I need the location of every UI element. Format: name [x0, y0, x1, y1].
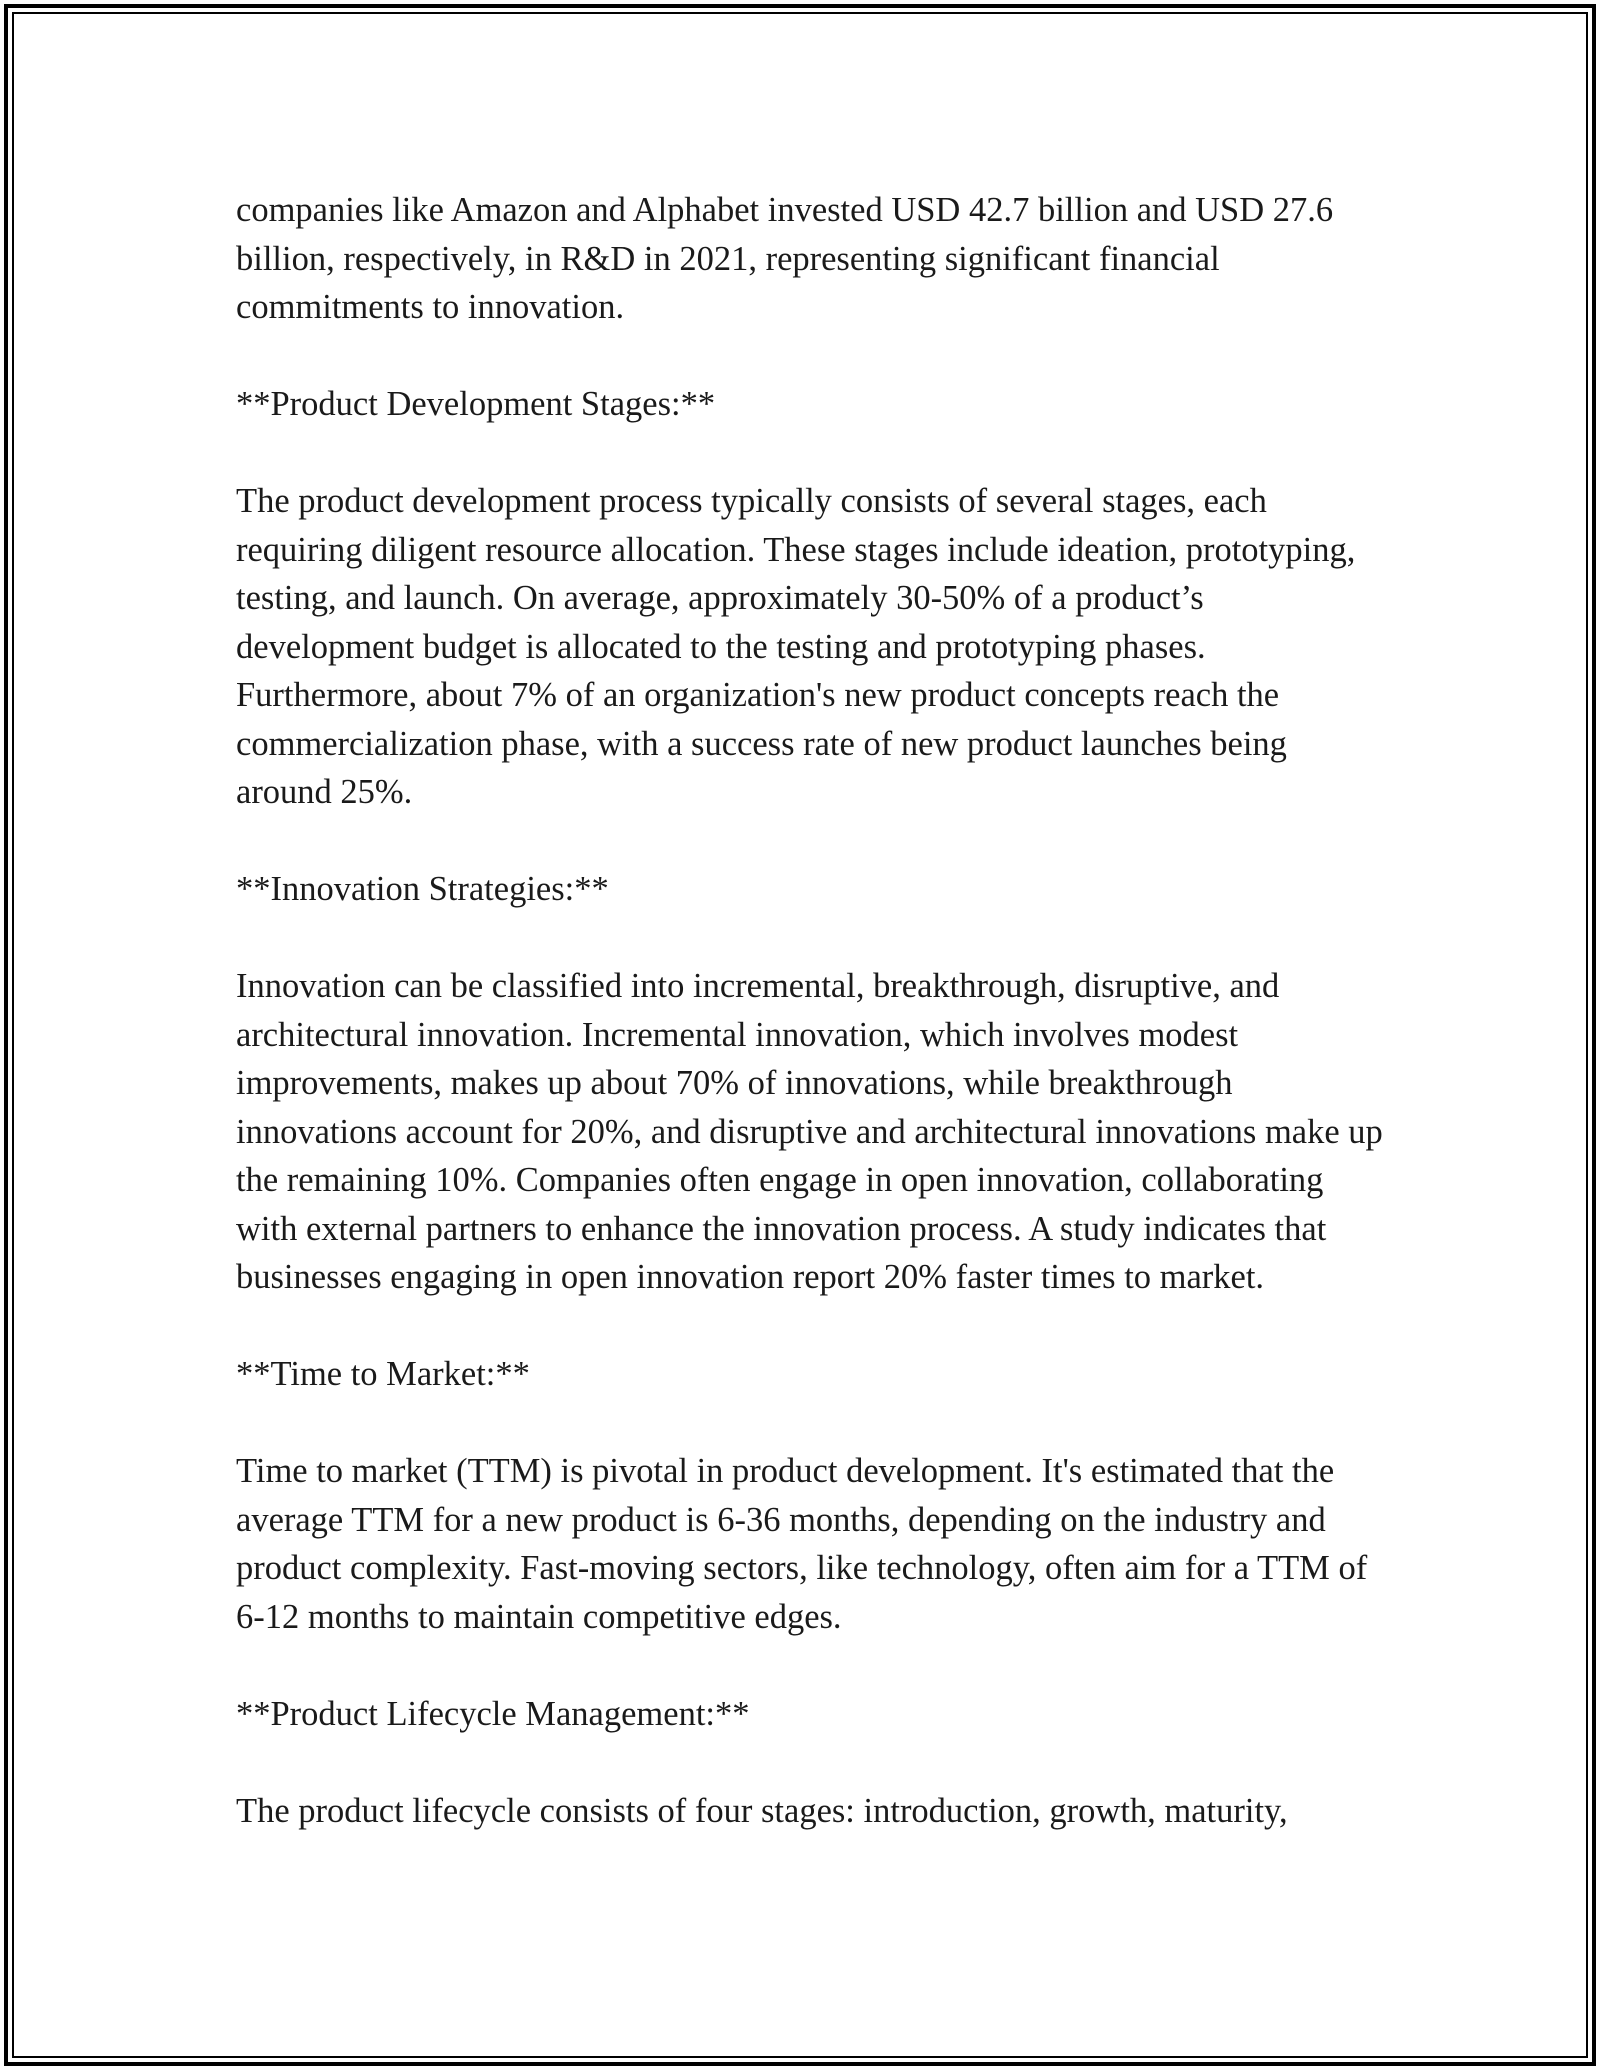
document-body — [236, 186, 1386, 1835]
paragraph-time-to-market: Time to market (TTM) is pivotal in product development. It's estimated that the average TTM for a new product is 6-36 months, depending on the industry and product complexity. Fast-moving sectors, like technology, often aim for a TTM of 6-12 months to maintain competitive edges. — [236, 1452, 1368, 1636]
heading-innovation-strategies: **Innovation Strategies:** — [236, 870, 609, 908]
paragraph-innovation-strategies: Innovation can be classified into incremental, breakthrough, disruptive, and architectural innovation. Incremental innovation, which involves modest improvements, makes up about 70% of innovations, while breakthrough innovations account for 20%, and disruptive and architectural innovations make up the remaining 10%. Companies often engage in open innovation, collaborating with external partners to enhance the innovation process. A study indicates that businesses engaging in open innovation report 20% faster times to market. — [236, 967, 1383, 1296]
paragraph-product-lifecycle: The product lifecycle consists of four stages: introduction, growth, maturity, — [236, 1791, 1288, 1830]
paragraph-product-development-stages: The product development process typically consists of several stages, each requiring diligent resource allocation. These stages include ideation, prototyping, testing, and launch. On average, approximately 30-50% of a product’s development budget is allocated to the testing and prototyping phases. Furthermore, about 7% of an organization's new product concepts reach the commercialization phase, with a success rate of new product launches being around 25%. — [236, 482, 1356, 811]
heading-time-to-market: **Time to Market:** — [236, 1355, 530, 1393]
heading-product-development-stages: **Product Development Stages:** — [236, 385, 716, 423]
paragraph-rd-investment: companies like Amazon and Alphabet invested USD 42.7 billion and USD 27.6 billion, respectively, in R&D in 2021, representing significant financial commitments to innovation. — [236, 191, 1334, 326]
heading-product-lifecycle-management: **Product Lifecycle Management:** — [236, 1694, 750, 1733]
